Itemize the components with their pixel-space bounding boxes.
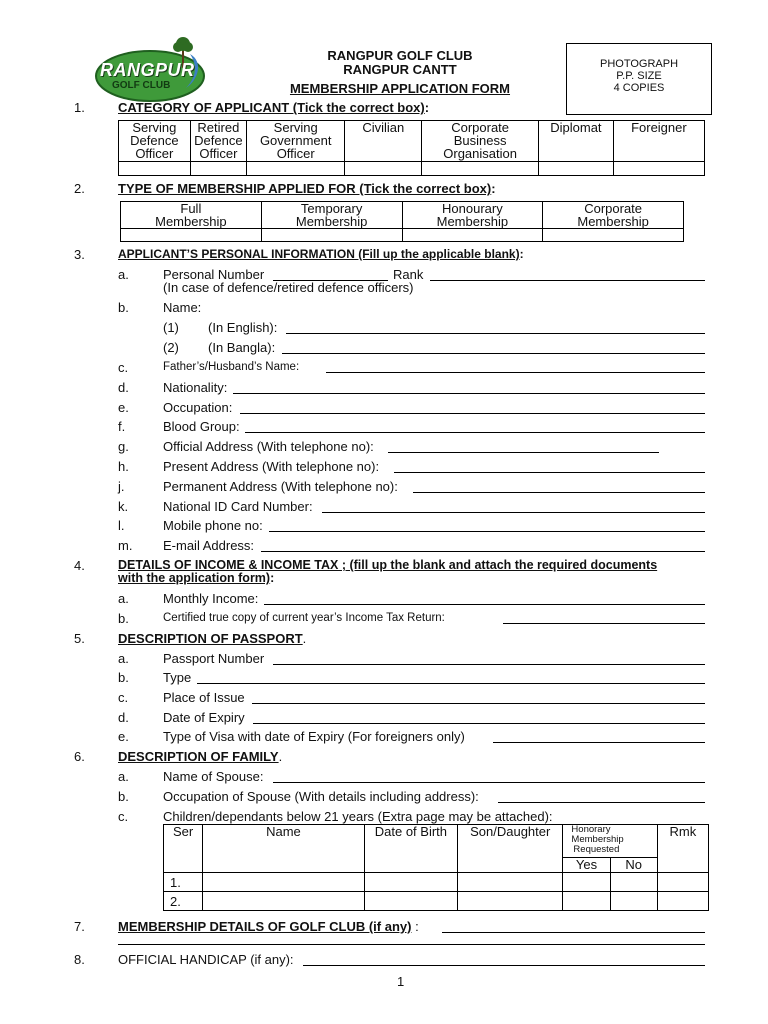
fathers-name-field[interactable] xyxy=(326,372,705,373)
section-7-title xyxy=(118,919,419,934)
category-header-2-line-0: Serving xyxy=(273,120,318,135)
membership-header-1-line-1: Membership xyxy=(295,214,368,229)
category-tick-box-5[interactable] xyxy=(539,162,614,176)
child-row-1-sd[interactable] xyxy=(458,873,563,892)
membership-tick-box-0[interactable] xyxy=(121,229,262,242)
item-3h-letter: h. xyxy=(118,459,129,474)
category-tick-box-3[interactable] xyxy=(345,162,422,176)
membership-header-3-line-0: Corporate xyxy=(584,201,643,216)
membership-header-0-line-1: Membership xyxy=(155,214,227,229)
photo-size: P.P. SIZE xyxy=(616,70,662,82)
rmk-header: Rmk xyxy=(657,825,708,873)
child-row-2-rmk[interactable] xyxy=(657,892,708,911)
item-6c-letter: c. xyxy=(118,809,129,824)
membership-header-2-line-0: Honourary xyxy=(442,201,503,216)
section-6-number: 6. xyxy=(74,749,85,764)
date-of-expiry-field[interactable] xyxy=(253,723,705,724)
children-table xyxy=(163,824,709,911)
category-header-0-line-2: Officer xyxy=(135,146,174,161)
child-row-2-no[interactable] xyxy=(610,892,657,911)
honorary-header xyxy=(563,825,657,858)
honorary-line1: Honorary xyxy=(571,824,611,835)
item-3k-letter: k. xyxy=(118,499,129,514)
official-address-label: Official Address (With telephone no): xyxy=(163,439,374,454)
photo-label: PHOTOGRAPH xyxy=(599,58,679,70)
child-row-1 xyxy=(164,873,709,892)
yes-header: Yes xyxy=(563,858,610,873)
section-4-title-line2: with the application form): xyxy=(118,571,275,585)
item-3m-letter: m. xyxy=(118,538,133,553)
name-english-label: (In English): xyxy=(208,320,278,335)
section-7-colon: : xyxy=(415,919,419,934)
category-tick-box-4[interactable] xyxy=(422,162,539,176)
section-6-title-text: DESCRIPTION OF FAMILY xyxy=(118,749,279,764)
category-header-5 xyxy=(539,121,614,162)
name-english-number: (1) xyxy=(163,320,179,335)
item-3b-letter: b. xyxy=(118,300,129,315)
section-2-title-text: TYPE OF MEMBERSHIP APPLIED FOR (Tick the correct box) xyxy=(118,181,492,196)
item-4a-letter: a. xyxy=(118,591,129,606)
item-6b-letter: b. xyxy=(118,789,129,804)
income-tax-label: Certified true copy of current year’s Income Tax Return: xyxy=(163,612,445,624)
national-id-field[interactable] xyxy=(322,512,705,513)
permanent-address-label: Permanent Address (With telephone no): xyxy=(163,479,398,494)
child-row-1-name[interactable] xyxy=(203,873,365,892)
category-header-0 xyxy=(119,121,191,162)
category-tick-box-1[interactable] xyxy=(190,162,246,176)
place-of-issue-field[interactable] xyxy=(252,703,705,704)
section-1-title: CATEGORY OF APPLICANT (Tick the correct box): xyxy=(118,100,430,115)
rank-field[interactable] xyxy=(430,280,705,281)
name-bangla-number: (2) xyxy=(163,340,179,355)
item-5e-letter: e. xyxy=(118,729,129,744)
child-row-2-ser: 2. xyxy=(164,892,203,911)
item-3l-letter: l. xyxy=(118,518,125,533)
category-header-4-line-0: Corporate xyxy=(451,120,510,135)
occupation-label: Occupation: xyxy=(163,400,233,415)
child-row-2-name[interactable] xyxy=(203,892,365,911)
form-title: MEMBERSHIP APPLICATION FORM xyxy=(289,81,511,96)
item-3j-letter: j. xyxy=(118,479,125,494)
category-header-1-line-1: Defence xyxy=(194,133,243,148)
section-8-number: 8. xyxy=(74,952,85,967)
visa-type-label: Type of Visa with date of Expiry (For foreigners only) xyxy=(163,729,465,744)
section-1-title-text: CATEGORY OF APPLICANT (Tick the correct box) xyxy=(118,100,425,115)
passport-number-label: Passport Number xyxy=(163,651,265,666)
category-header-4-line-1: Business xyxy=(453,133,507,148)
golf-club-details-field[interactable] xyxy=(442,932,705,933)
item-5c-letter: c. xyxy=(118,690,129,705)
date-of-expiry-label: Date of Expiry xyxy=(163,710,245,725)
email-label: E-mail Address: xyxy=(163,538,255,553)
category-header-6 xyxy=(613,121,704,162)
category-header-1 xyxy=(190,121,246,162)
children-label: Children/dependants below 21 years (Extra page may be attached): xyxy=(163,809,553,824)
child-row-1-rmk[interactable] xyxy=(657,873,708,892)
name-bangla-label: (In Bangla): xyxy=(208,340,276,355)
membership-header-1-line-0: Temporary xyxy=(300,201,363,216)
child-row-2-yes[interactable] xyxy=(563,892,610,911)
section-2-title: TYPE OF MEMBERSHIP APPLIED FOR (Tick the correct box): xyxy=(118,181,496,196)
membership-header-3-line-1: Membership xyxy=(577,214,649,229)
honorary-line2: Membership xyxy=(571,834,624,845)
child-row-1-no[interactable] xyxy=(610,873,657,892)
category-header-2-line-2: Officer xyxy=(276,146,315,161)
section-3-number: 3. xyxy=(74,247,85,262)
category-header-3 xyxy=(345,121,422,162)
page-number: 1 xyxy=(397,974,405,989)
section-3-title: APPLICANT’S PERSONAL INFORMATION (Fill up the applicable blank): xyxy=(118,247,524,261)
category-header-1-line-0: Retired xyxy=(197,120,240,135)
blood-group-label: Blood Group: xyxy=(163,419,240,434)
item-6a-letter: a. xyxy=(118,769,129,784)
spouse-occupation-field[interactable] xyxy=(498,802,705,803)
official-handicap-field[interactable] xyxy=(303,965,705,966)
category-header-5-line-0: Diplomat xyxy=(550,120,602,135)
child-row-1-yes[interactable] xyxy=(563,873,610,892)
category-table xyxy=(118,120,705,176)
club-logo xyxy=(94,36,212,104)
logo-text-rangpur: RANGPUR xyxy=(100,60,195,80)
section-7-title-text: MEMBERSHIP DETAILS OF GOLF CLUB (if any) xyxy=(118,919,412,934)
child-row-1-dob[interactable] xyxy=(364,873,457,892)
child-row-1-ser: 1. xyxy=(164,873,203,892)
category-header-3-line-0: Civilian xyxy=(362,120,405,135)
blood-group-field[interactable] xyxy=(245,432,705,433)
monthly-income-label: Monthly Income: xyxy=(163,591,259,606)
nationality-field[interactable] xyxy=(233,393,705,394)
membership-tick-box-2[interactable] xyxy=(402,229,543,242)
email-field[interactable] xyxy=(261,551,705,552)
photo-copies: 4 COPIES xyxy=(613,82,665,94)
item-3d-letter: d. xyxy=(118,380,129,395)
income-tax-field[interactable] xyxy=(503,623,705,624)
category-tick-box-2[interactable] xyxy=(247,162,345,176)
passport-type-field[interactable] xyxy=(197,683,705,684)
membership-header-3 xyxy=(543,202,684,229)
section-5-title: DESCRIPTION OF PASSPORT. xyxy=(118,631,307,646)
dob-header: Date of Birth xyxy=(364,825,457,873)
membership-tick-box-3[interactable] xyxy=(543,229,684,242)
membership-header-1 xyxy=(261,202,402,229)
place-of-issue-label: Place of Issue xyxy=(163,690,245,705)
mobile-phone-label: Mobile phone no: xyxy=(163,518,263,533)
nationality-label: Nationality: xyxy=(163,380,228,395)
item-3a-letter: a. xyxy=(118,267,129,282)
child-row-2 xyxy=(164,892,709,911)
official-address-field[interactable] xyxy=(388,452,659,453)
item-3e-letter: e. xyxy=(118,400,129,415)
national-id-label: National ID Card Number: xyxy=(163,499,313,514)
spouse-occupation-label: Occupation of Spouse (With details including address): xyxy=(163,789,479,804)
name-english-field[interactable] xyxy=(286,333,705,334)
item-3g-letter: g. xyxy=(118,439,129,454)
honorary-line3: Requested xyxy=(573,844,620,855)
section-5-title-text: DESCRIPTION OF PASSPORT xyxy=(118,631,303,646)
category-header-2-line-1: Government xyxy=(259,133,332,148)
permanent-address-field[interactable] xyxy=(413,492,705,493)
monthly-income-field[interactable] xyxy=(264,604,705,605)
passport-number-field[interactable] xyxy=(273,664,705,665)
item-5d-letter: d. xyxy=(118,710,129,725)
spouse-name-label: Name of Spouse: xyxy=(163,769,264,784)
category-header-2 xyxy=(247,121,345,162)
section-4-title-line1: DETAILS OF INCOME & INCOME TAX ; (fill up the blank and attach the required documents xyxy=(118,558,658,572)
club-location: RANGPUR CANTT xyxy=(343,62,457,77)
name-bangla-field[interactable] xyxy=(282,353,705,354)
category-header-4-line-2: Organisation xyxy=(443,146,517,161)
section-4-title-line2-text: with the application form) xyxy=(118,571,271,585)
item-4b-letter: b. xyxy=(118,611,129,626)
membership-tick-box-1[interactable] xyxy=(261,229,402,242)
spouse-name-field[interactable] xyxy=(273,782,705,783)
section-7-number: 7. xyxy=(74,919,85,934)
item-3f-letter: f. xyxy=(118,419,126,434)
membership-header-0 xyxy=(121,202,262,229)
item-5b-letter: b. xyxy=(118,670,129,685)
category-header-6-line-0: Foreigner xyxy=(631,120,687,135)
official-handicap-label: OFFICIAL HANDICAP (if any): xyxy=(118,952,294,967)
membership-type-table xyxy=(120,201,684,242)
club-name: RANGPUR GOLF CLUB xyxy=(327,48,473,63)
category-header-4 xyxy=(422,121,539,162)
membership-header-0-line-0: Full xyxy=(180,201,202,216)
no-header: No xyxy=(610,858,657,873)
category-tick-box-6[interactable] xyxy=(613,162,704,176)
category-tick-box-0[interactable] xyxy=(119,162,191,176)
section-1-number: 1. xyxy=(74,100,85,115)
name-header: Name xyxy=(203,825,365,873)
occupation-field[interactable] xyxy=(240,413,705,414)
logo-text-golfclub: GOLF CLUB xyxy=(112,80,171,91)
personal-number-note: (In case of defence/retired defence officers) xyxy=(163,280,414,295)
present-address-field[interactable] xyxy=(394,472,705,473)
rank-label: Rank xyxy=(393,267,424,282)
membership-header-2-line-1: Membership xyxy=(436,214,509,229)
membership-header-2 xyxy=(402,202,543,229)
fathers-name-label: Father’s/Husband’s Name: xyxy=(163,361,300,373)
child-row-2-dob[interactable] xyxy=(364,892,457,911)
item-5a-letter: a. xyxy=(118,651,129,666)
son-daughter-header: Son/Daughter xyxy=(458,825,563,873)
section-6-title: DESCRIPTION OF FAMILY. xyxy=(118,749,283,764)
personal-number-label: Personal Number xyxy=(163,267,265,282)
name-label: Name: xyxy=(163,300,202,315)
category-header-0-line-0: Serving xyxy=(132,120,177,135)
category-header-0-line-1: Defence xyxy=(130,133,179,148)
present-address-label: Present Address (With telephone no): xyxy=(163,459,380,474)
passport-type-label: Type xyxy=(163,670,192,685)
golf-club-details-field-2[interactable] xyxy=(118,944,705,945)
section-4-number: 4. xyxy=(74,558,85,573)
section-2-number: 2. xyxy=(74,181,85,196)
section-5-number: 5. xyxy=(74,631,85,646)
item-3c-letter: c. xyxy=(118,360,129,375)
section-3-title-text: APPLICANT’S PERSONAL INFORMATION (Fill up the applicable blank) xyxy=(118,247,520,261)
category-header-1-line-2: Officer xyxy=(199,146,238,161)
mobile-phone-field[interactable] xyxy=(269,531,705,532)
ser-header: Ser xyxy=(164,825,203,873)
photograph-box xyxy=(566,43,712,115)
visa-type-field[interactable] xyxy=(493,742,705,743)
child-row-2-sd[interactable] xyxy=(458,892,563,911)
